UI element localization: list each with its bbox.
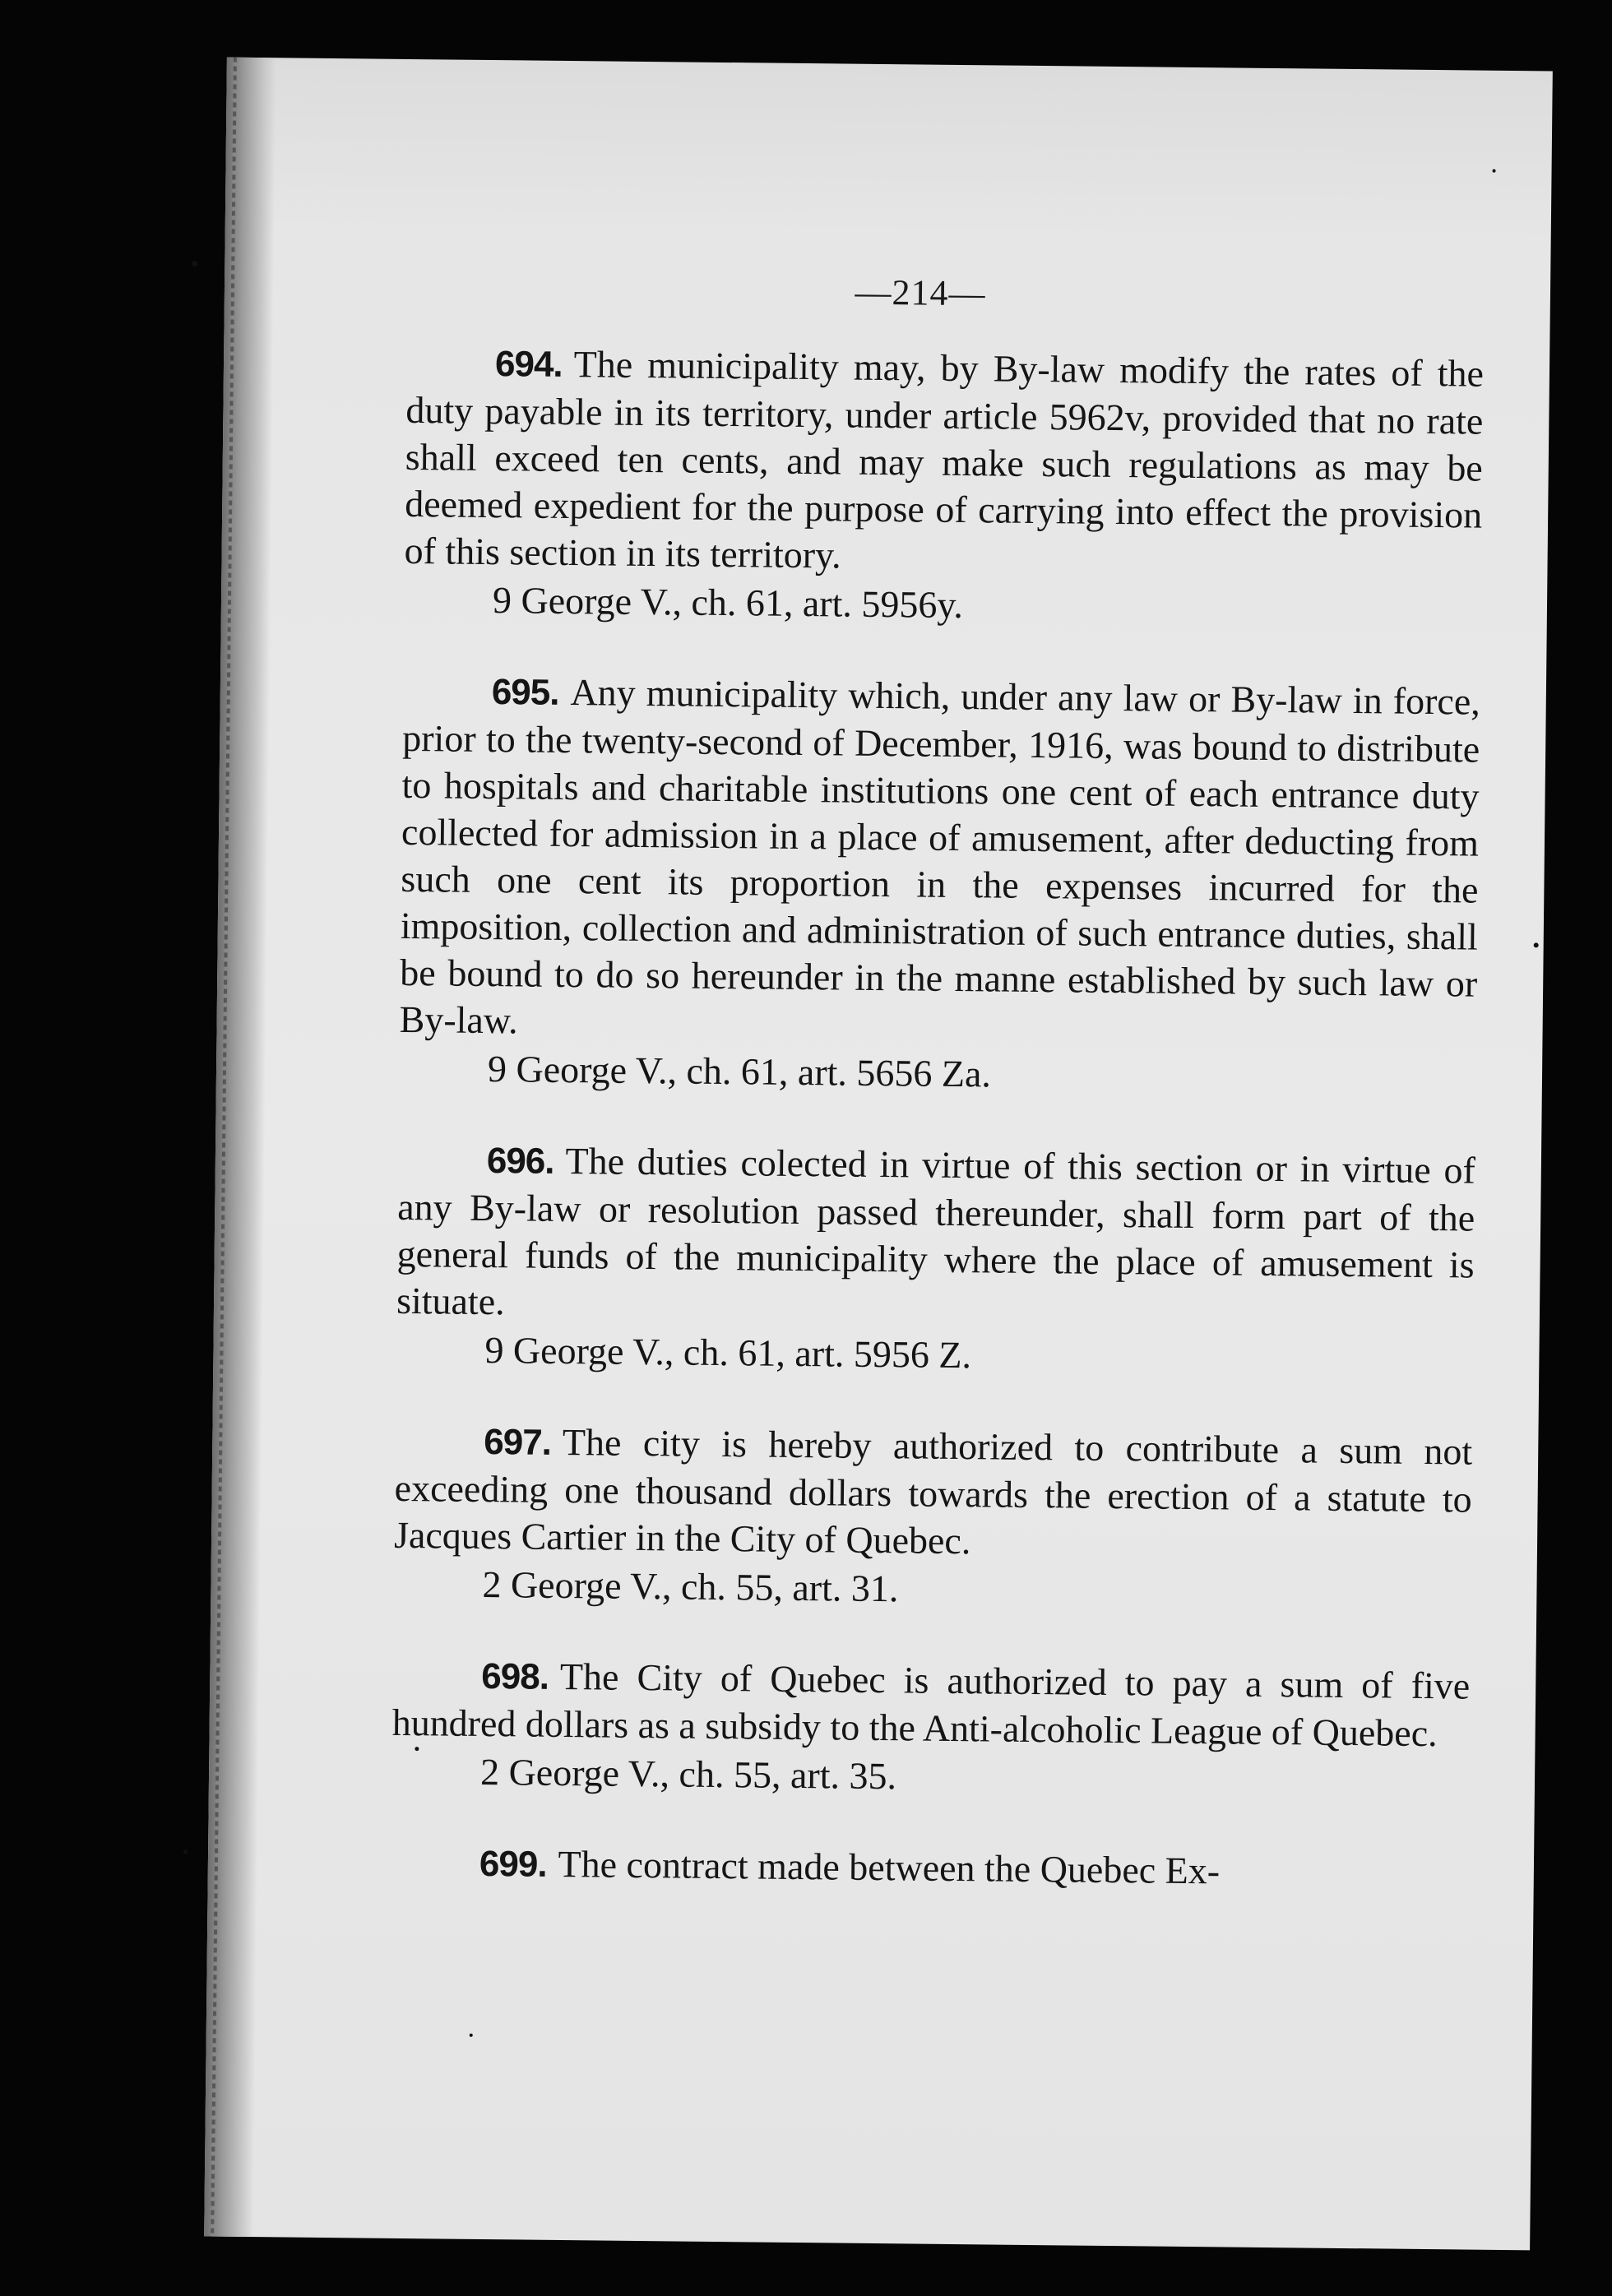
scan-speck xyxy=(1534,942,1539,947)
article-697 xyxy=(393,1417,1472,1618)
scan-speck xyxy=(183,1849,188,1854)
article-699 xyxy=(391,1839,1469,1898)
scan-speck xyxy=(1493,169,1496,173)
article-text: The contract made between the Quebec Ex- xyxy=(558,1842,1221,1892)
article-number: 696. xyxy=(486,1141,554,1182)
article-text: The duties colected in virtue of this section or in virtue of any By-law or resolution passed thereunder, shall form part of the general funds of the municipality where the place of amusement is situate. xyxy=(396,1140,1476,1323)
scan-speck xyxy=(192,261,197,266)
article-body xyxy=(396,1136,1475,1335)
article-citation: 2 George V., ch. 55, art. 31. xyxy=(482,1562,899,1610)
scan-speck xyxy=(470,2034,473,2037)
document-page xyxy=(204,58,1553,2251)
page-number: —214— xyxy=(855,271,986,314)
article-body xyxy=(394,1417,1473,1570)
article-body xyxy=(391,1839,1469,1898)
article-citation: 9 George V., ch. 61, art. 5656 Za. xyxy=(487,1048,992,1095)
article-696 xyxy=(396,1136,1475,1384)
article-text: Any municipality which, under any law or By-law in force, prior to the twenty-second of December, 1916, was bound to distribute to hospitals and charitable institutions one cent of each entrance duty collected for admission in a place of amusement, after deducting from such one cent its proportion in the expenses incurred for the imposition, collection and administration of such entrance duties, shall be bound to do so hereunder in the manne established by such law or By-law. xyxy=(399,671,1481,1042)
article-citation: 9 George V., ch. 61, art. 5956 Z. xyxy=(484,1329,972,1377)
article-694 xyxy=(404,339,1485,634)
article-number: 697. xyxy=(484,1421,552,1463)
article-number: 694. xyxy=(494,344,563,385)
article-citation: 2 George V., ch. 55, art. 35. xyxy=(479,1750,897,1798)
article-number: 698. xyxy=(481,1655,549,1697)
article-text: The municipality may, by By-law modify the rates of the duty payable in its territory, under article 5962v, provided that no rate shall exceed ten cents, and may make such regulations as may be deemed expedient for the purpose of carrying into effect the provision of this section in its territory. xyxy=(404,343,1485,576)
article-body xyxy=(404,339,1484,586)
article-body xyxy=(391,1651,1470,1757)
article-698 xyxy=(391,1651,1471,1806)
statute-text xyxy=(390,339,1484,1942)
article-text: The city is hereby authorized to contribute a sum not exceeding one thousand dollars towards the erection of a statute to Jacques Cartier in the City of Quebec. xyxy=(393,1420,1473,1562)
article-text: The City of Quebec is authorized to pay a sum of five hundred dollars as a subsidy to the Anti-alcoholic League of Quebec. xyxy=(391,1655,1471,1755)
article-number: 699. xyxy=(479,1843,547,1885)
article-number: 695. xyxy=(491,672,559,713)
article-body xyxy=(399,667,1480,1054)
article-citation: 9 George V., ch. 61, art. 5956y. xyxy=(492,579,964,627)
article-695 xyxy=(399,667,1480,1103)
